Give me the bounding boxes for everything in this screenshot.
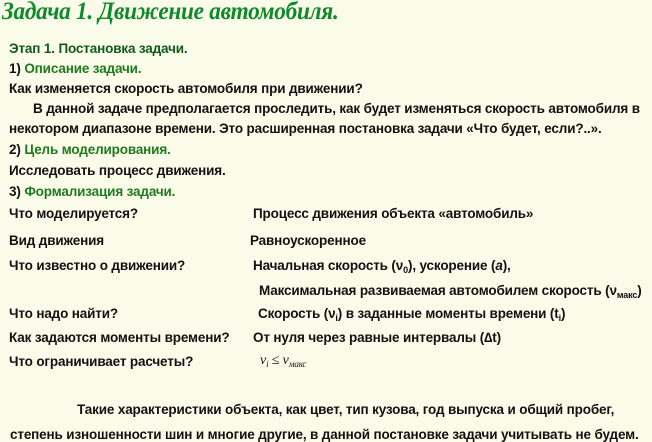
row-question: Как задаются моменты времени? (9, 330, 230, 345)
operator: ≤ (268, 353, 283, 368)
section-1 (9, 61, 141, 76)
constraint-formula (260, 353, 306, 369)
note-line-1: Такие характеристики объекта, как цвет, тип кузова, год выпуска и общий пробег, (77, 402, 615, 417)
page-title: Задача 1. Движение автомобиля. (2, 0, 339, 25)
section-2 (9, 142, 171, 157)
row-question: Что надо найти? (9, 306, 119, 321)
row-question: Что известно о движении? (9, 258, 186, 273)
row-answer (258, 306, 565, 323)
row-answer (253, 258, 511, 275)
row-question: Что моделируется? (9, 206, 138, 221)
answer-text: ) (560, 306, 566, 321)
subscript: макс (616, 290, 638, 300)
paragraph-line-1: В данной задаче предполагается проследить, как будет изменяться скорость автомобиля в (33, 101, 640, 116)
row-answer-continued (259, 283, 642, 300)
row-question: Что ограничивает расчеты? (9, 354, 194, 369)
subscript: макс (288, 359, 307, 369)
section-3-number: 3) (9, 184, 25, 199)
velocity-symbol: ν (282, 353, 289, 368)
velocity-symbol: ν (609, 283, 617, 298)
answer-text: Начальная скорость ( (253, 258, 396, 273)
row-question: Вид движения (9, 233, 104, 248)
subscript: i (266, 359, 269, 369)
velocity-symbol: ν (328, 306, 336, 321)
row-answer: Процесс движения объекта «автомобиль» (253, 206, 534, 221)
goal-text: Исследовать процесс движения. (9, 163, 226, 178)
answer-text: ) в заданные моменты времени (t (337, 306, 559, 321)
subscript: 0 (403, 265, 408, 275)
subscript: i (558, 313, 561, 323)
velocity-symbol: ν (395, 258, 404, 273)
row-answer: От нуля через равные интервалы (∆t) (253, 330, 501, 345)
answer-text: Максимальная развиваемая автомобилем скорость ( (259, 283, 610, 298)
paragraph-line-2: некотором диапазоне времени. Это расширенная постановка задачи «Что будет, если?..». (9, 121, 602, 136)
section-3-heading: Формализация задачи. (24, 184, 176, 199)
velocity-symbol: ν (260, 353, 267, 368)
note-line-2: степень изношенности шин и многие другие, в данной постановке задачи учитывать не будем. (10, 427, 639, 442)
row-answer: Равноускоренное (250, 233, 366, 248)
answer-text: Скорость ( (258, 306, 329, 321)
answer-text: ), (502, 258, 511, 273)
section-1-number: 1) (9, 61, 25, 76)
answer-text: ) (637, 283, 642, 298)
section-2-number: 2) (9, 142, 25, 157)
subscript: i (335, 313, 338, 323)
section-3 (9, 184, 175, 199)
acceleration-symbol: a (495, 258, 503, 273)
question-text: Как изменяется скорость автомобиля при движении? (9, 81, 363, 96)
section-2-heading: Цель моделирования. (24, 142, 171, 157)
answer-text: ), ускорение ( (407, 258, 496, 273)
section-1-heading: Описание задачи. (24, 61, 142, 76)
stage-heading: Этап 1. Постановка задачи. (9, 41, 188, 56)
